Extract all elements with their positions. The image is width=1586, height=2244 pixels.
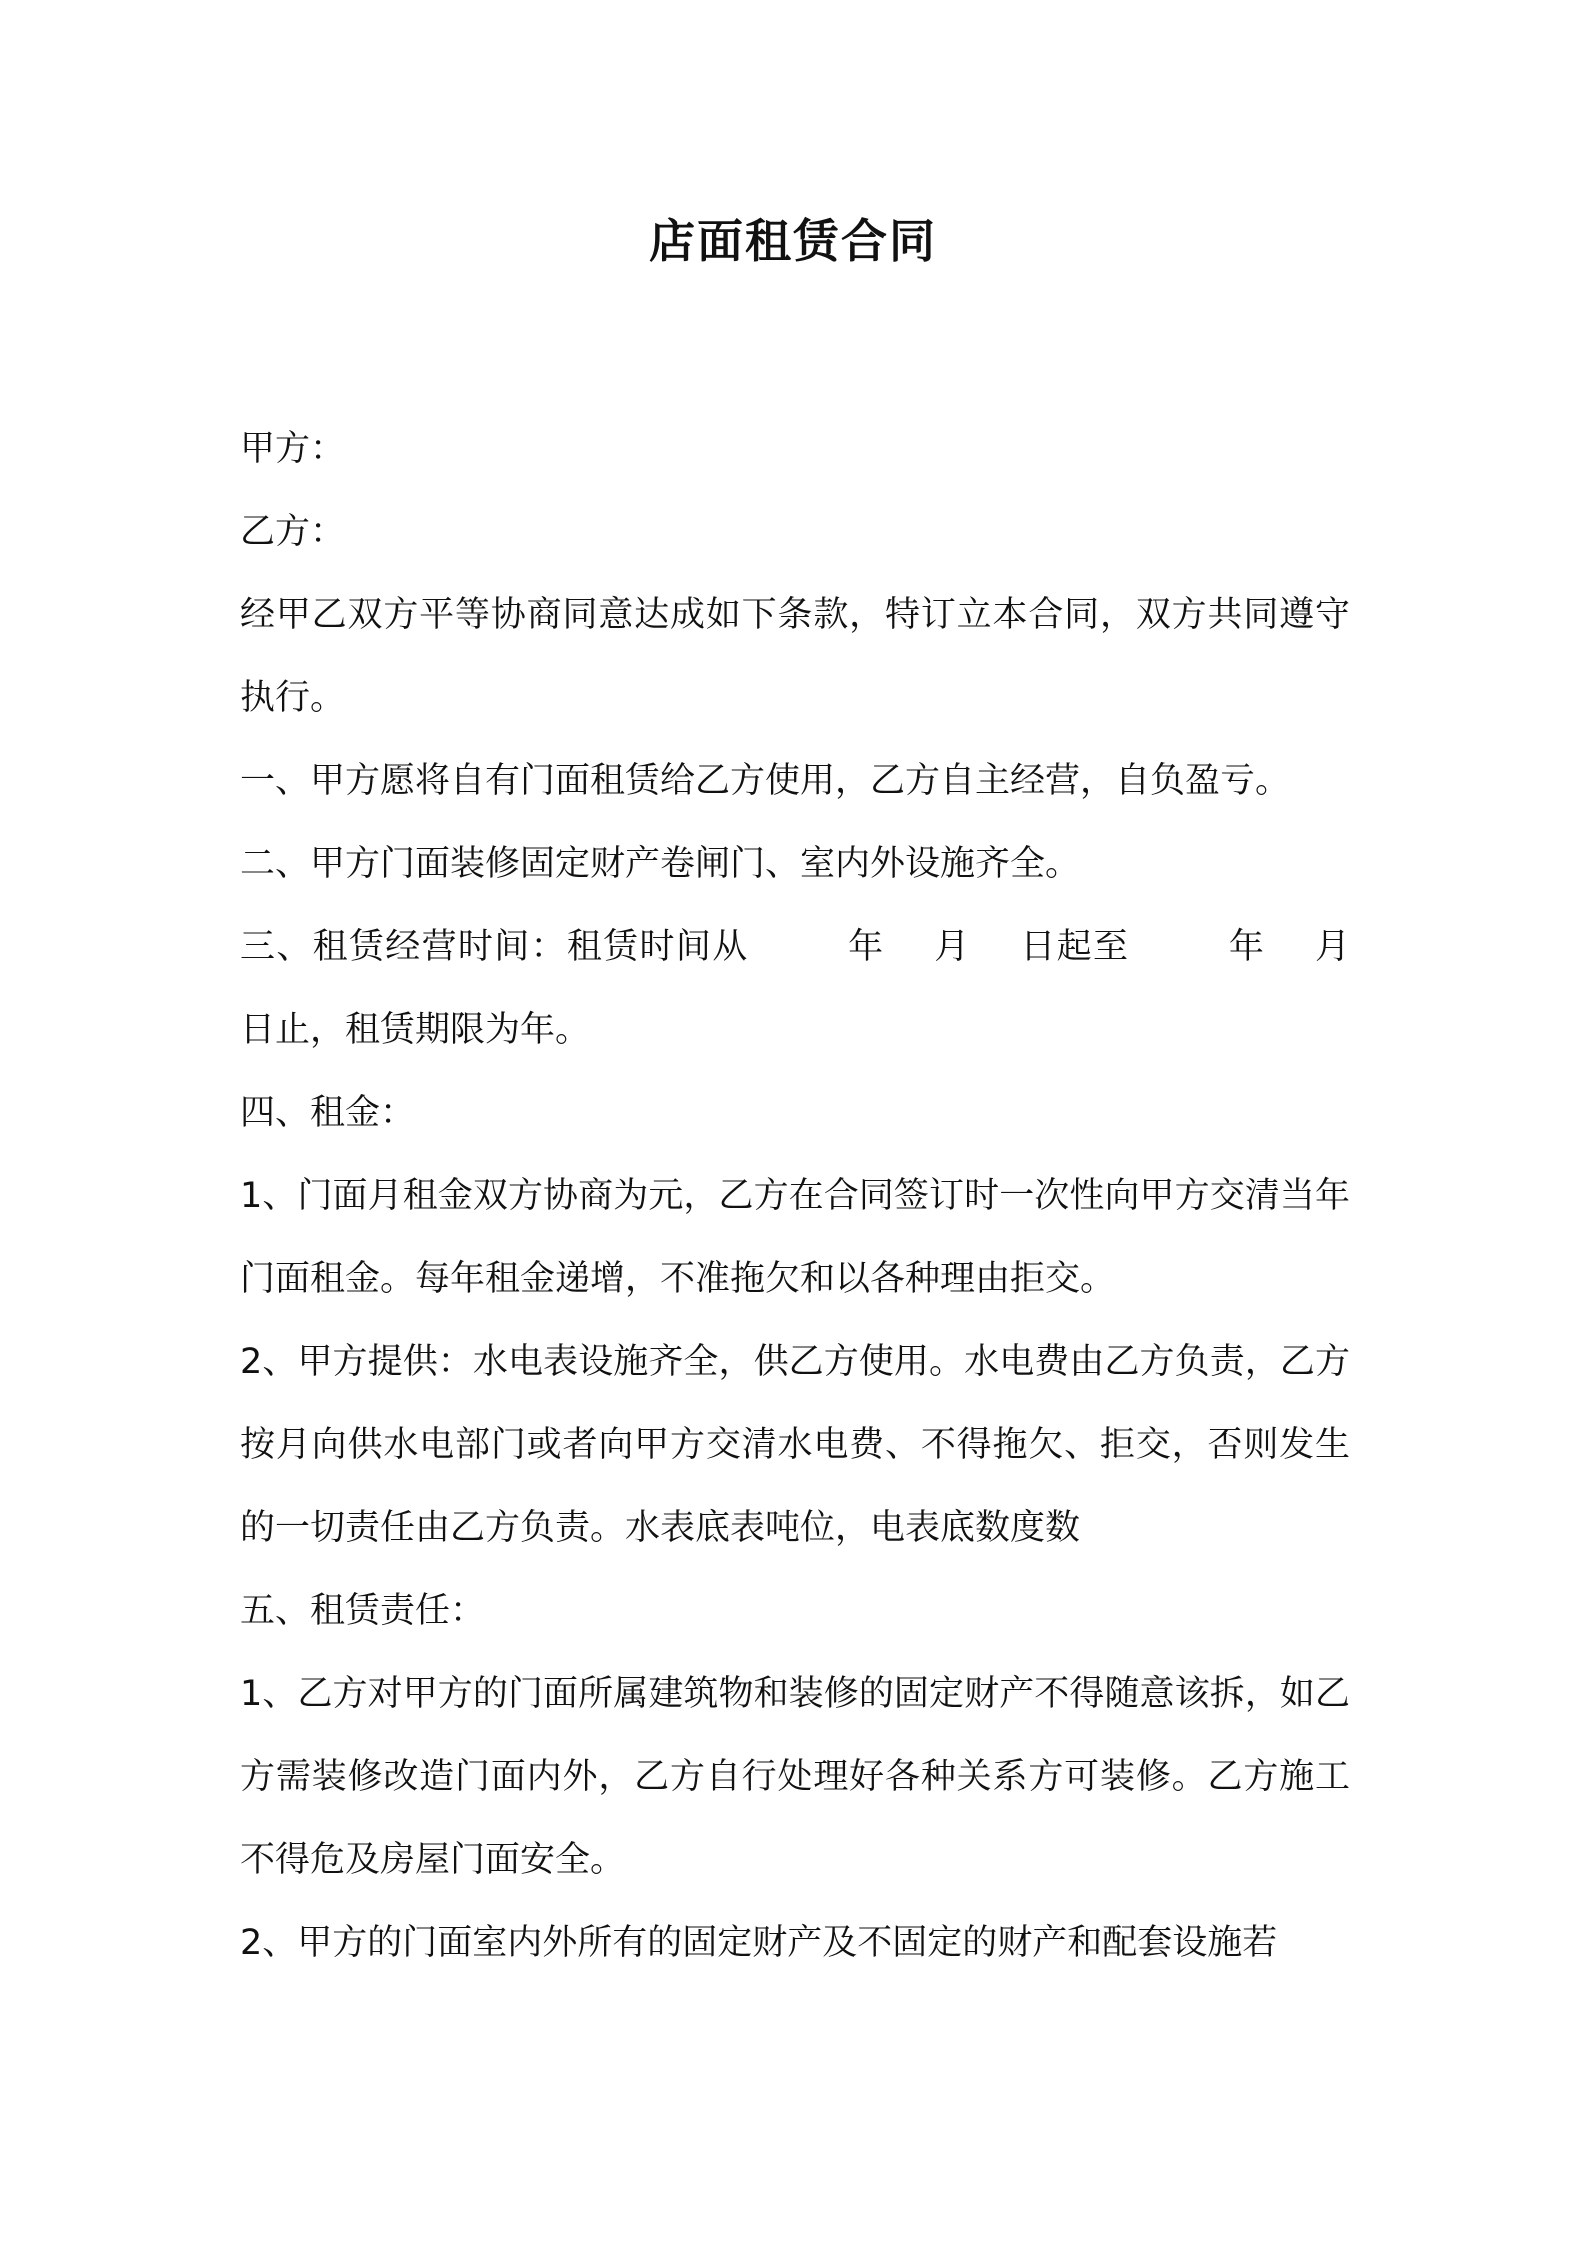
- party-b-line: 乙方：: [240, 512, 346, 552]
- clause-1-paragraph: 一、甲方愿将自有门面租赁给乙方使用，乙方自主经营，自负盈亏。: [240, 761, 1291, 801]
- party-a-line: 甲方：: [240, 429, 346, 469]
- clause-4-item-2: 2、甲方提供：水电表设施齐全，供乙方使用。水电费由乙方负责，乙方按月向供水电部门或者向甲方交清水电费、不得拖欠、拒交，否则发生的一切责任由乙方负责。水表底表吨位，电表底数度数: [240, 1342, 1350, 1548]
- clause-5-item-1: 1、乙方对甲方的门面所属建筑物和装修的固定财产不得随意该拆，如乙方需装修改造门面内外，乙方自行处理好各种关系方可装修。乙方施工不得危及房屋门面安全。: [240, 1674, 1350, 1880]
- clause-2-paragraph: 二、甲方门面装修固定财产卷闸门、室内外设施齐全。: [240, 844, 1081, 884]
- document-title: 店面租赁合同: [649, 214, 937, 268]
- clause-4-heading: 四、租金：: [240, 1093, 416, 1133]
- clause-5-heading: 五、租赁责任：: [240, 1591, 486, 1631]
- document-body: [240, 408, 1395, 1985]
- preamble-paragraph: 经甲乙双方平等协商同意达成如下条款，特订立本合同，双方共同遵守执行。: [240, 595, 1350, 718]
- clause-5-item-2: 2、甲方的门面室内外所有的固定财产及不固定的财产和配套设施若: [240, 1923, 1278, 1963]
- clause-4-item-1: 1、门面月租金双方协商为元，乙方在合同签订时一次性向甲方交清当年门面租金。每年租金递增，不准拖欠和以各种理由拒交。: [240, 1176, 1350, 1299]
- clause-3-paragraph: 三、租赁经营时间：租赁时间从 年 月 日起至 年 月 日止，租赁期限为年。: [240, 927, 1395, 1050]
